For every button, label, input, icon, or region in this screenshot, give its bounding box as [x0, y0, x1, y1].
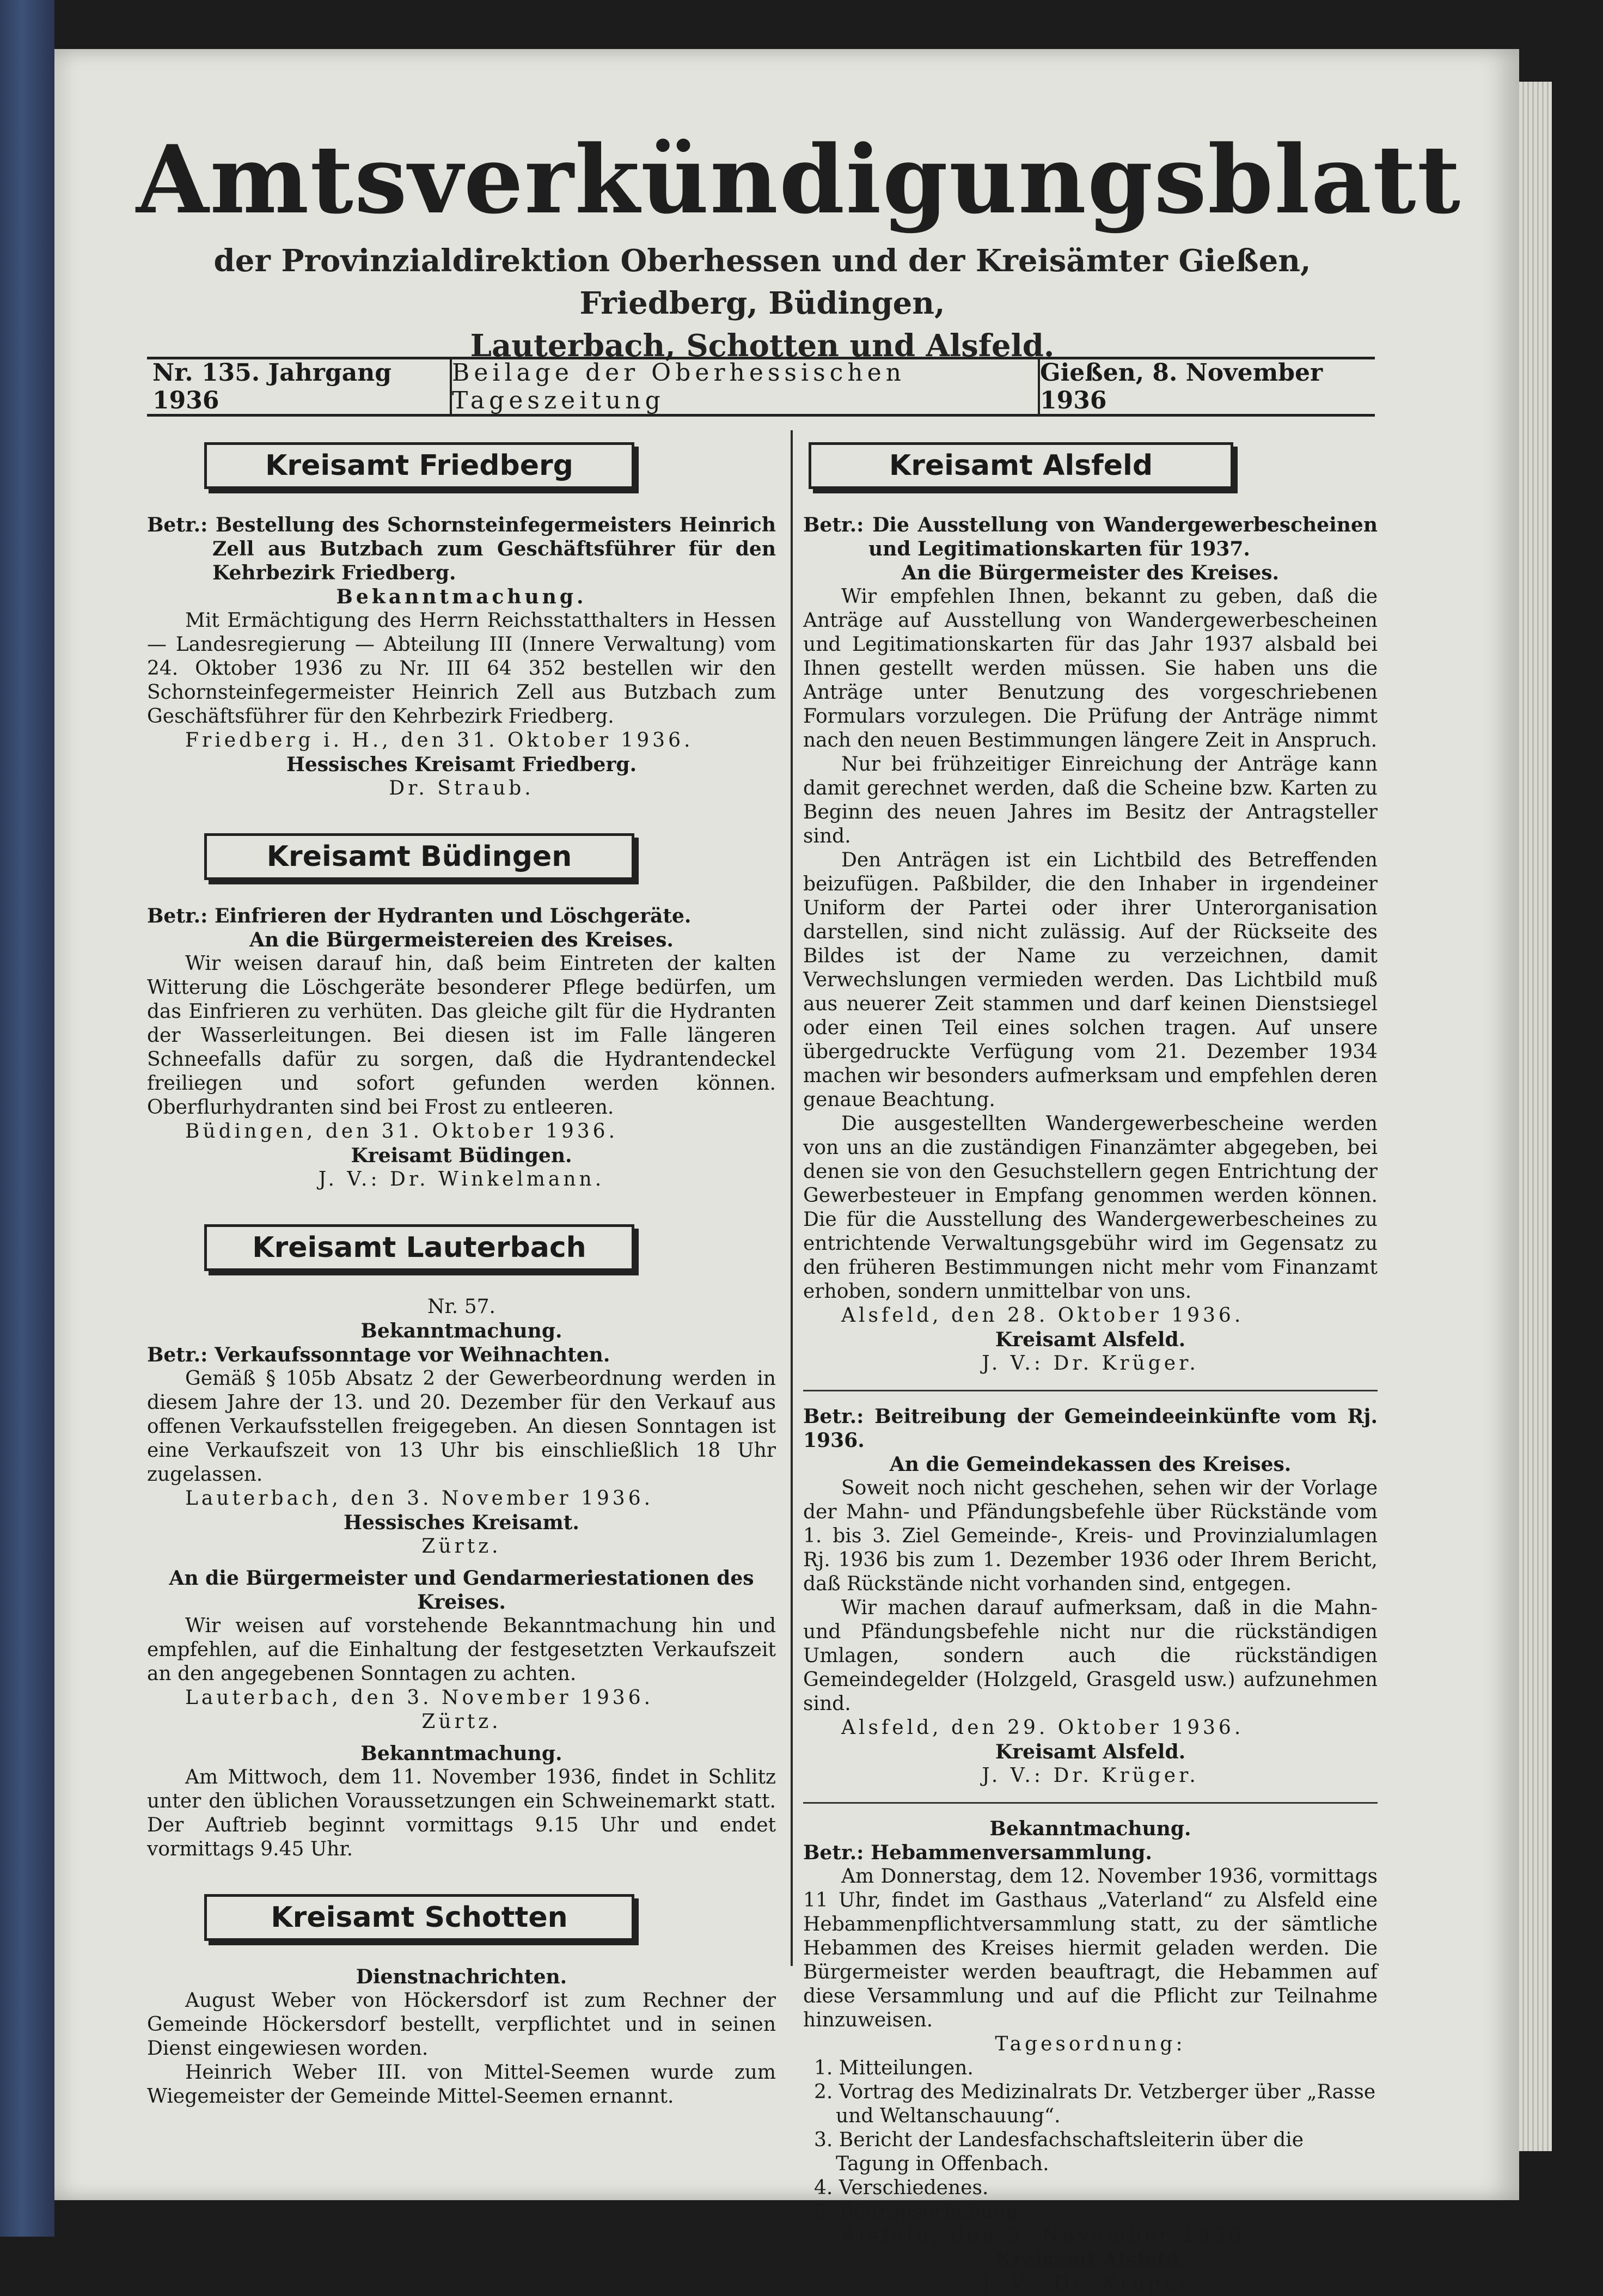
section-schotten: [147, 1888, 776, 2109]
masthead-subtitle-1: der Provinzialdirektion Oberhessen und der Kreisämter Gießen, Friedberg, Büdingen,: [213, 243, 1311, 321]
section-heading: Kreisamt Alsfeld: [809, 442, 1233, 489]
place-date: Alsfeld, den 29. Oktober 1936.: [841, 1717, 1244, 1739]
notice-type: Bekanntmachung.: [989, 1817, 1191, 1840]
section-heading: Kreisamt Friedberg: [204, 442, 634, 489]
agenda-title: Tagesordnung:: [995, 2033, 1186, 2055]
issue-number: Nr. 135. Jahrgang 1936: [147, 359, 452, 414]
notice-separator: [803, 1390, 1378, 1391]
addressee: An die Gemeindekassen des Kreises.: [889, 1453, 1292, 1476]
addressee: An die Bürgermeister und Gendarmeriestationen des Kreises.: [169, 1567, 754, 1614]
right-column: [803, 436, 1378, 2296]
issue-date: Gießen, 8. November 1936: [1040, 359, 1323, 414]
place-date: Lauterbach, den 3. November 1936.: [185, 1487, 654, 1510]
book-binding: [0, 0, 54, 2237]
issuing-office: Kreisamt Alsfeld.: [995, 1328, 1186, 1351]
signatory: Zürtz.: [421, 1711, 501, 1733]
notice-body: Wir machen darauf aufmerksam, daß in die Mahn- und Pfändungsbefehle nicht nur die rückständigen Umlagen, sondern auch die rückständigen Gemeindegelder (Holzgeld, Grasgeld usw.) aufzunehmen sind.: [803, 1597, 1378, 1715]
notice-type: Bekanntmachung.: [336, 585, 587, 608]
section-heading: Kreisamt Büdingen: [204, 833, 634, 880]
column-divider: [791, 430, 793, 1966]
notice-body: Heinrich Weber III. von Mittel-Seemen wurde zum Wiegemeister der Gemeinde Mittel-Seemen ernannt.: [147, 2061, 776, 2108]
notice-body: August Weber von Höckersdorf ist zum Rechner der Gemeinde Höckersdorf bestellt, verpflichtet und in seinen Dienst eingewiesen worden.: [147, 1989, 776, 2060]
agenda-item: 3. Bericht der Landesfachschaftsleiterin über die Tagung in Offenbach.: [814, 2129, 1304, 2175]
issuing-office: Hessisches Kreisamt Friedberg.: [286, 753, 637, 776]
issuing-office: Hessisches Kreisamt.: [344, 1511, 579, 1534]
section-heading: Kreisamt Schotten: [204, 1894, 634, 1941]
notice-body: Soweit noch nicht geschehen, sehen wir der Vorlage der Mahn- und Pfändungsbefehle über Rückstände vom 1. bis 3. Ziel Gemeinde-, Kreis- und Provinzialumlagen Rj. 1936 bis zum 1. Dezember 1936 oder Ihrem Bericht, daß Rückstände nicht vorhanden sind, entgegen.: [803, 1477, 1378, 1595]
masthead-subtitle-2: Lauterbach, Schotten und Alsfeld.: [470, 328, 1055, 364]
agenda-list: [803, 2056, 1378, 2224]
agenda-item: 5. Beitragserhebung.: [814, 2201, 1025, 2223]
agenda-item: 4. Verschiedenes.: [814, 2177, 989, 2199]
notice-type: Bekanntmachung.: [360, 1742, 562, 1765]
subject-line: Betr.: Bestellung des Schornsteinfegermeisters Heinrich Zell aus Butzbach zum Geschäftsführer für den Kehrbezirk Friedberg.: [147, 514, 776, 584]
issue-bar: [147, 357, 1375, 417]
signatory: J. V.: Dr. Krüger.: [982, 2273, 1199, 2295]
issuing-office: Kreisamt Alsfeld.: [995, 2249, 1186, 2271]
notice-body: Am Mittwoch, dem 11. November 1936, findet in Schlitz unter den üblichen Voraussetzungen ein Schweinemarkt statt. Der Auftrieb beginnt vormittags 9.15 Uhr und endet vormittags 9.45 Uhr.: [147, 1766, 776, 1860]
agenda-item: 2. Vortrag des Medizinalrats Dr. Vetzberger über „Rasse und Weltanschauung“.: [814, 2081, 1376, 2127]
notice-body: Wir empfehlen Ihnen, bekannt zu geben, daß die Anträge auf Ausstellung von Wandergewerbescheinen und Legitimationskarten für das Jahr 1937 alsbald bei Ihnen gestellt werden müssen. Sie haben uns die Anträge unter Benutzung des vorgeschriebenen Formulars vorzulegen. Die Prüfung der Anträge nimmt nach den neuen Bestimmungen längere Zeit in Anspruch.: [803, 585, 1378, 752]
subject-line: Betr.: Beitreibung der Gemeindeeinkünfte vom Rj. 1936.: [803, 1405, 1378, 1452]
notice-body: Gemäß § 105b Absatz 2 der Gewerbeordnung werden in diesem Jahre der 13. und 20. Dezember für den Verkauf aus offenen Verkaufsstellen freigegeben. An diesen Sonntagen ist eine Verkaufszeit von 13 Uhr bis einschließlich 18 Uhr zugelassen.: [147, 1367, 776, 1486]
section-buedingen: [147, 827, 776, 1192]
masthead: [136, 120, 1462, 367]
issuing-office: Kreisamt Büdingen.: [351, 1144, 572, 1167]
subject-line: Betr.: Hebammenversammlung.: [803, 1841, 1152, 1864]
place-date: Alsfeld, den 28. Oktober 1936.: [841, 1304, 1244, 1327]
notice-body: Wir weisen auf vorstehende Bekanntmachung hin und empfehlen, auf die Einhaltung der festgesetzten Verkaufszeit an den angegebenen Sonntagen zu achten.: [147, 1615, 776, 1685]
section-alsfeld: [803, 436, 1378, 2296]
notice-separator: [803, 1802, 1378, 1804]
place-date: Friedberg i. H., den 31. Oktober 1936.: [185, 729, 694, 752]
place-date: Alsfeld, den 5. November 1936.: [841, 2225, 1254, 2247]
masthead-title: Amtsverkündigungsblatt: [136, 124, 1462, 235]
notice-body: Die ausgestellten Wandergewerbescheine werden von uns an die zuständigen Finanzämter abgegeben, bei denen sie von den Gesuchstellern gegen Entrichtung der Gewerbesteuer in Empfang genommen werden können. Die für die Ausstellung des Wandergewerbescheines zu entrichtende Verwaltungsgebühr wird im Gegensatz zu den früheren Bestimmungen nicht mehr vom Finanzamt erhoben, sondern unmittelbar von uns.: [803, 1113, 1378, 1303]
signatory: Zürtz.: [421, 1535, 501, 1558]
addressee: An die Bürgermeistereien des Kreises.: [249, 929, 674, 951]
notice-body: Den Anträgen ist ein Lichtbild des Betreffenden beizufügen. Paßbilder, die den Inhaber in irgendeiner Uniform der Partei oder ihrer Unterorganisation darstellen, sind nicht zulässig. Auf der Rückseite des Bildes ist der Name zu verzeichnen, damit Verwechslungen vermieden werden. Das Lichtbild muß aus neuerer Zeit stammen und darf keinen Dienstsiegel oder einen Teil eines solchen tragen. Auf unsere übergedruckte Verfügung vom 21. Dezember 1934 machen wir besonders aufmerksam und empfehlen deren genaue Beachtung.: [803, 849, 1378, 1111]
notice-type: Bekanntmachung.: [360, 1320, 562, 1342]
section-heading: Kreisamt Lauterbach: [204, 1224, 634, 1271]
agenda-item: 1. Mitteilungen.: [814, 2057, 974, 2079]
signatory: J. V.: Dr. Krüger.: [982, 1352, 1199, 1375]
addressee: An die Bürgermeister des Kreises.: [901, 561, 1280, 584]
place-date: Büdingen, den 31. Oktober 1936.: [185, 1120, 619, 1143]
signatory: J. V.: Dr. Winkelmann.: [318, 1168, 605, 1190]
issue-supplement: Beilage der Oberhessischen Tageszeitung: [452, 359, 1040, 414]
notice-body: Nur bei frühzeitiger Einreichung der Anträge kann damit gerechnet werden, daß die Scheine bzw. Karten zu Beginn des neuen Jahres im Besitz der Antragsteller sind.: [803, 753, 1378, 847]
subject-line: Betr.: Verkaufssonntage vor Weihnachten.: [147, 1344, 610, 1366]
notice-body: Mit Ermächtigung des Herrn Reichsstatthalters in Hessen — Landesregierung — Abteilung III (Innere Verwaltung) vom 24. Oktober 1936 zu Nr. III 64 352 bestellen wir den Schornsteinfegermeister Heinrich Zell aus Butzbach zum Geschäftsführer für den Kehrbezirk Friedberg.: [147, 609, 776, 728]
section-friedberg: [147, 436, 776, 801]
signatory: J. V.: Dr. Krüger.: [982, 1764, 1199, 1787]
signatory: Dr. Straub.: [389, 777, 534, 799]
left-column: [147, 436, 776, 2109]
place-date: Lauterbach, den 3. November 1936.: [185, 1687, 654, 1709]
subject-line: Betr.: Die Ausstellung von Wandergewerbescheinen und Legitimationskarten für 1937.: [803, 514, 1378, 560]
notice-number: Nr. 57.: [427, 1296, 495, 1318]
notice-body: Wir weisen darauf hin, daß beim Eintreten der kalten Witterung die Löschgeräte besonderer Pflege bedürfen, um das Einfrieren zu verhüten. Das gleiche gilt für die Hydranten der Wasserleitungen. Bei diesen ist im Falle längeren Schneefalls dafür zu sorgen, daß die Hydrantendeckel freiliegen und sofort gefunden werden können. Oberflurhydranten sind bei Frost zu entleeren.: [147, 952, 776, 1119]
notice-body: Am Donnerstag, dem 12. November 1936, vormittags 11 Uhr, findet im Gasthaus „Vaterland“ zu Alsfeld eine Hebammenpflichtversammlung statt, zu der sämtliche Hebammen des Kreises hiermit geladen werden. Die Bürgermeister werden beauftragt, die Hebammen auf diese Versammlung und auf die Pflicht zur Teilnahme hinzuweisen.: [803, 1865, 1378, 2031]
issuing-office: Kreisamt Alsfeld.: [995, 1741, 1186, 1763]
subject-line: Betr.: Einfrieren der Hydranten und Löschgeräte.: [147, 905, 692, 927]
notice-type: Dienstnachrichten.: [356, 1965, 567, 1988]
section-lauterbach: [147, 1218, 776, 1861]
